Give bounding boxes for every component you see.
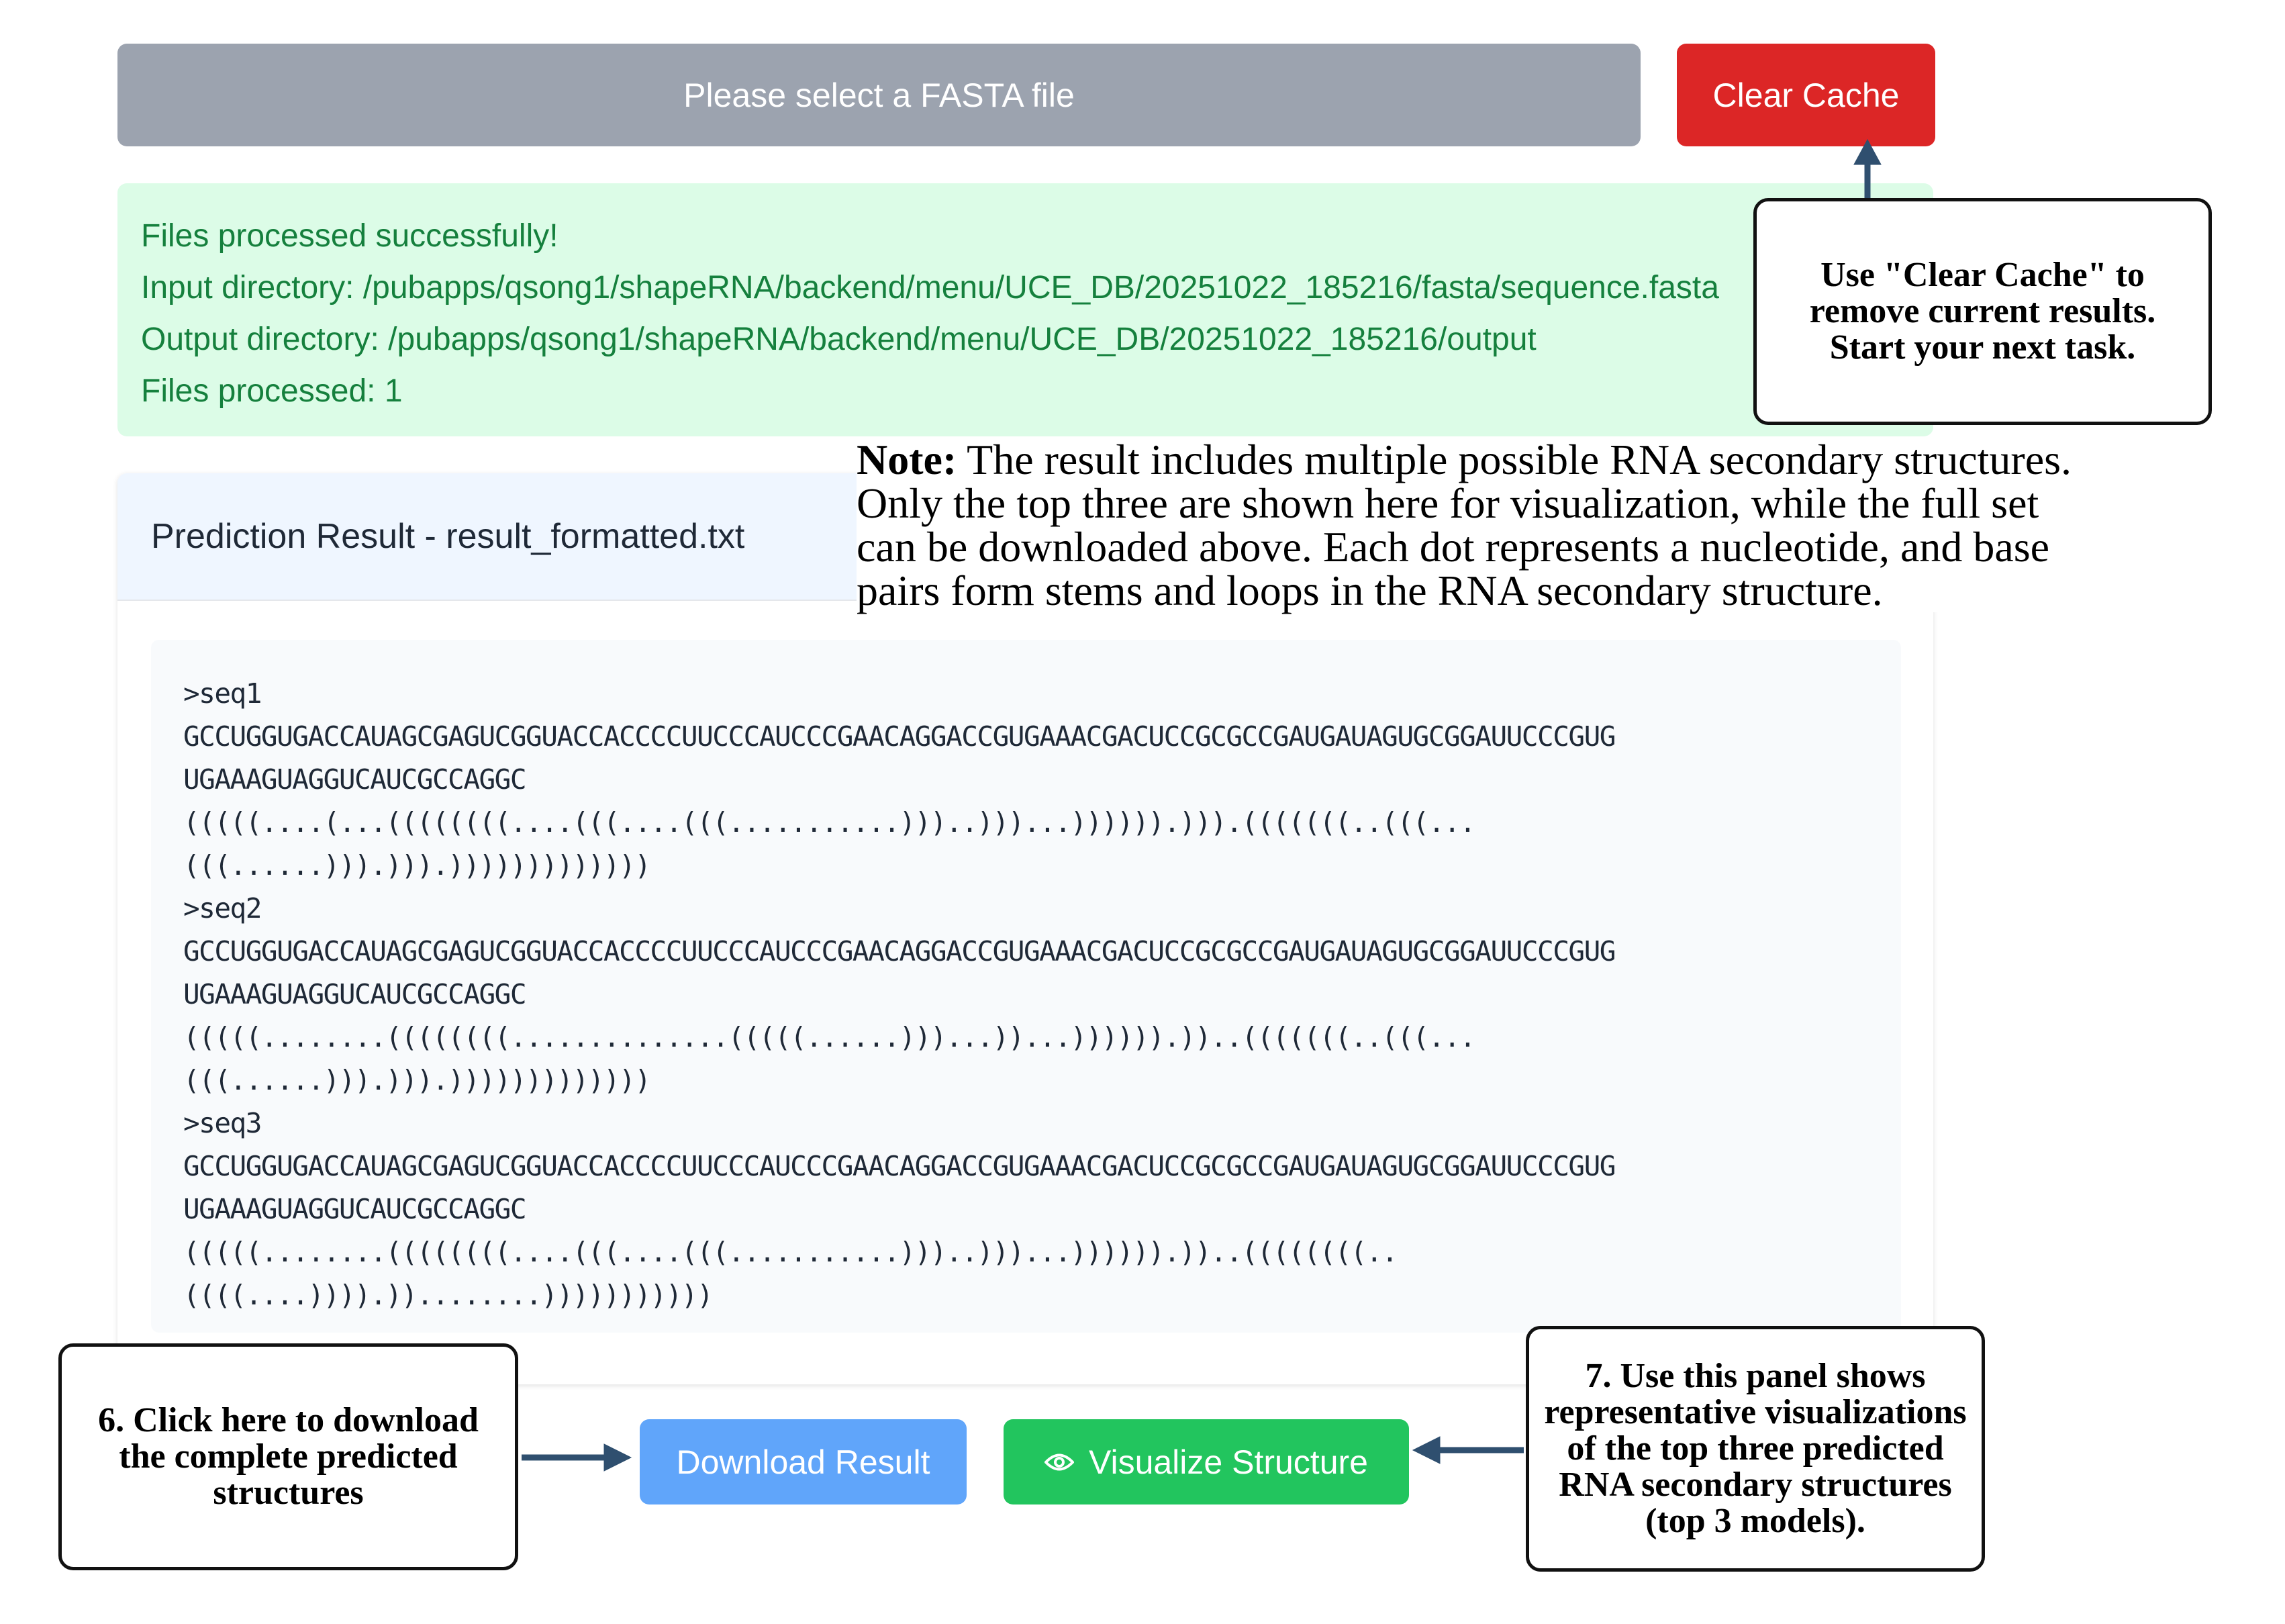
result-line: UGAAAGUAGGUCAUCGCCAGGC (183, 978, 526, 1010)
status-line: Output directory: /pubapps/qsong1/shapeRNA/backend/menu/UCE_DB/20251022_185216/output (141, 322, 1537, 357)
arrow-left-icon (1413, 1437, 1524, 1464)
note-text: The result includes multiple possible RNA secondary structures. Only the top three are shown here for visualization, while the full set can be downloaded above. Each dot represents a nucleotide, and base pairs form stems and loops in the RNA secondary structure. (857, 436, 2072, 614)
visualize-label: Visualize Structure (1089, 1443, 1368, 1481)
download-label: Download Result (676, 1443, 930, 1481)
select-fasta-button[interactable]: Please select a FASTA file (117, 44, 1641, 146)
result-line: >seq3 (183, 1107, 261, 1139)
result-line: GCCUGGUGACCAUAGCGAGUCGGUACCACCCCUUCCCAUCCCGAACAGGACCGUGAAACGACUCCGCGCCGAUGAUAGUGCGGAUUCCCGUG (183, 1150, 1615, 1182)
status-line: Input directory: /pubapps/qsong1/shapeRNA/backend/menu/UCE_DB/20251022_185216/fasta/sequence.fasta (141, 270, 1719, 305)
callout-text: 7. Use this panel shows representative visualizations of the top three predicted RNA secondary structures (top 3 models). (1544, 1357, 1967, 1540)
result-line: (((((........((((((((....(((....(((...........)))..)))...)))))).))..((((((((.. (183, 1236, 1398, 1268)
note-label: Note: (857, 436, 957, 483)
status-line: Files processed: 1 (141, 373, 403, 409)
result-line: GCCUGGUGACCAUAGCGAGUCGGUACCACCCCUUCCCAUCCCGAACAGGACCGUGAAACGACUCCGCGCCGAUGAUAGUGCGGAUUCCCGUG (183, 935, 1615, 967)
result-line: UGAAAGUAGGUCAUCGCCAGGC (183, 763, 526, 796)
result-line: (((......))).))).))))))))))))) (183, 1064, 650, 1096)
status-line: Files processed successfully! (141, 218, 558, 254)
callout-text: Use "Clear Cache" to remove current results. Start your next task. (1809, 256, 2156, 367)
result-line: GCCUGGUGACCAUAGCGAGUCGGUACCACCCCUUCCCAUCCCGAACAGGACCGUGAAACGACUCCGCGCCGAUGAUAGUGCGGAUUCCCGUG (183, 720, 1615, 753)
result-title-text: Prediction Result - result_formatted.txt (151, 517, 745, 556)
result-line: (((((........((((((((..............(((((......)))...))...)))))).))..(((((((..(((... (183, 1021, 1475, 1053)
result-line: (((......))).))).))))))))))))) (183, 849, 650, 881)
result-line: ((((....)))).))........))))))))))) (183, 1279, 713, 1311)
result-line: >seq1 (183, 677, 261, 710)
result-line: >seq2 (183, 892, 261, 924)
result-line: UGAAAGUAGGUCAUCGCCAGGC (183, 1193, 526, 1225)
arrow-up-icon (1854, 140, 1881, 198)
callout-text: 6. Click here to download the complete predicted structures (98, 1401, 479, 1512)
result-line: (((((....(...((((((((....(((....(((...........)))..)))...)))))).))).(((((((..(((... (183, 806, 1475, 839)
clear-cache-button[interactable]: Clear Cache (1677, 44, 1935, 146)
arrow-right-icon (522, 1444, 631, 1471)
